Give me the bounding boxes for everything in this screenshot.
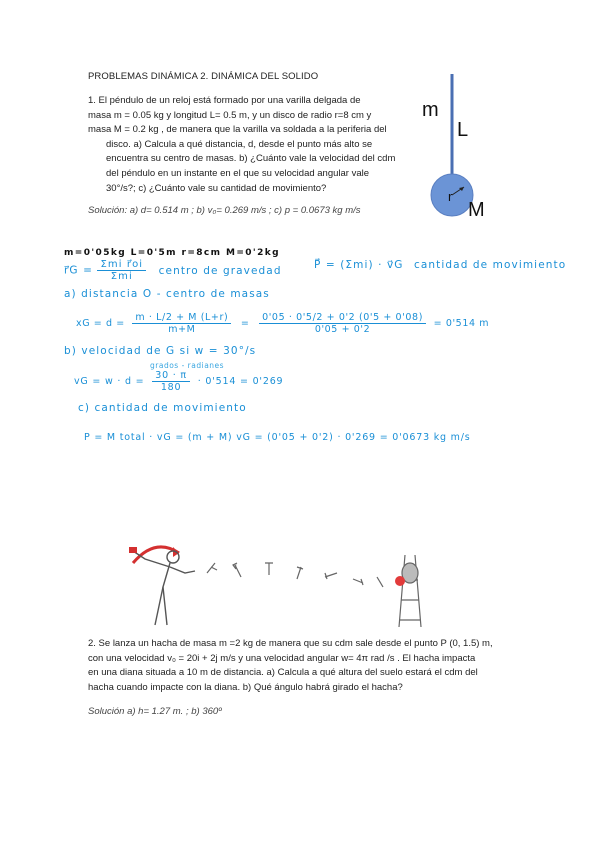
problem-1-line: disco. a) Calcula a qué distancia, d, desde el punto más alto se	[106, 138, 373, 150]
hw-part-b-equation	[74, 370, 283, 393]
diagram-label-m: m	[422, 99, 439, 121]
hw-center-of-mass-formula	[64, 259, 282, 282]
flying-axes	[207, 563, 383, 587]
problem-2-line: 2. Se lanza un hacha de masa m =2 kg de manera que su cdm sale desde el punto P (0, 1.5) m,	[88, 638, 493, 649]
hw-a-equals: =	[240, 318, 250, 329]
hw-part-b-note: grados - radianes	[150, 361, 225, 370]
diagram-label-big-m: M	[468, 199, 485, 221]
problem-2-line: con una velocidad v₀ = 20i + 2j m/s y una velocidad angular w= 4π rad /s . El hacha impacta	[88, 652, 476, 664]
hw-momentum-formula	[314, 259, 566, 271]
problem-1-line: 1. El péndulo de un reloj está formado por una varilla delgada de	[88, 95, 361, 106]
problem-2-solution: Solución a) h= 1.27 m. ; b) 360º	[88, 706, 222, 717]
hw-b-denominator: 180	[160, 382, 182, 393]
problem-2-line: en una diana situada a 10 m de distancia. a) Calcula a qué altura del suelo estará el cdm del	[88, 667, 478, 679]
problem-2-line: hacha cuando impacte con la diana. b) Qué ángulo habrá girado el hacha?	[88, 681, 403, 693]
hw-a-lhs: xG = d =	[76, 318, 125, 329]
hw-a-denominator-2: 0'05 + 0'2	[314, 324, 371, 335]
hw-b-numerator: 30 · π	[152, 370, 190, 382]
hw-part-c-equation: P = M total · vG = (m + M) vG = (0'05 + 0'2) · 0'269 = 0'0673 kg m/s	[84, 432, 471, 443]
diagram-label-r: r	[448, 189, 453, 204]
hw-part-a-equation	[76, 312, 489, 335]
hw-p-equation: P⃗ = (Σmi) · v⃗G	[314, 259, 404, 271]
problem-1-statement	[88, 94, 404, 196]
hw-b-lhs: vG = w · d =	[74, 376, 145, 387]
problem-1-line: masa M = 0.2 kg , de manera que la varilla va soldada a la periferia del	[88, 124, 387, 136]
hw-rg-denominator: Σmi	[110, 271, 133, 282]
thrower-figure	[129, 547, 195, 625]
page-title: PROBLEMAS DINÁMICA 2. DINÁMICA DEL SOLIDO	[88, 71, 319, 82]
hw-rg-numerator: Σmi r⃗oi	[97, 259, 146, 271]
problem-1-line: encuentra su centro de masas. b) ¿Cuánto vale la velocidad del cdm	[106, 153, 396, 165]
problem-1-line: 30°/s?; c) ¿Cuánto vale su cantidad de movimiento?	[106, 182, 327, 194]
hw-a-numerator-1: m · L/2 + M (L+r)	[132, 312, 231, 324]
hw-a-denominator-1: m+M	[168, 324, 196, 335]
problem-1-line: masa m = 0.05 kg y longitud L= 0.5 m, y un disco de radio r=8 cm y	[88, 109, 372, 121]
hw-p-label: cantidad de movimiento	[414, 259, 567, 271]
hw-part-b-title: b) velocidad de G si w = 30°/s	[64, 345, 257, 357]
hw-a-numerator-2: 0'05 · 0'5/2 + 0'2 (0'5 + 0'08)	[259, 312, 426, 324]
problem-1-solution: Solución: a) d= 0.514 m ; b) v₀= 0.269 m/s ; c) p = 0.0673 kg m/s	[88, 205, 361, 216]
problem-2-statement	[88, 637, 518, 695]
target-figure	[395, 555, 421, 627]
pendulum-diagram	[410, 70, 520, 230]
hw-data-line: m=0'05kg L=0'5m r=8cm M=0'2kg	[64, 248, 280, 258]
axe-throw-illustration	[115, 535, 435, 630]
hw-b-result: · 0'514 = 0'269	[197, 376, 284, 387]
hw-part-c-title: c) cantidad de movimiento	[78, 402, 247, 414]
hw-part-a-title: a) distancia O - centro de masas	[64, 288, 270, 300]
hw-rg-lhs: r⃗G =	[64, 264, 93, 277]
hw-rg-label: centro de gravedad	[158, 264, 282, 277]
diagram-label-l: L	[457, 119, 469, 141]
hw-a-result: = 0'514 m	[433, 318, 490, 329]
problem-1-line: del péndulo en un instante en el que su velocidad angular vale	[106, 167, 370, 179]
